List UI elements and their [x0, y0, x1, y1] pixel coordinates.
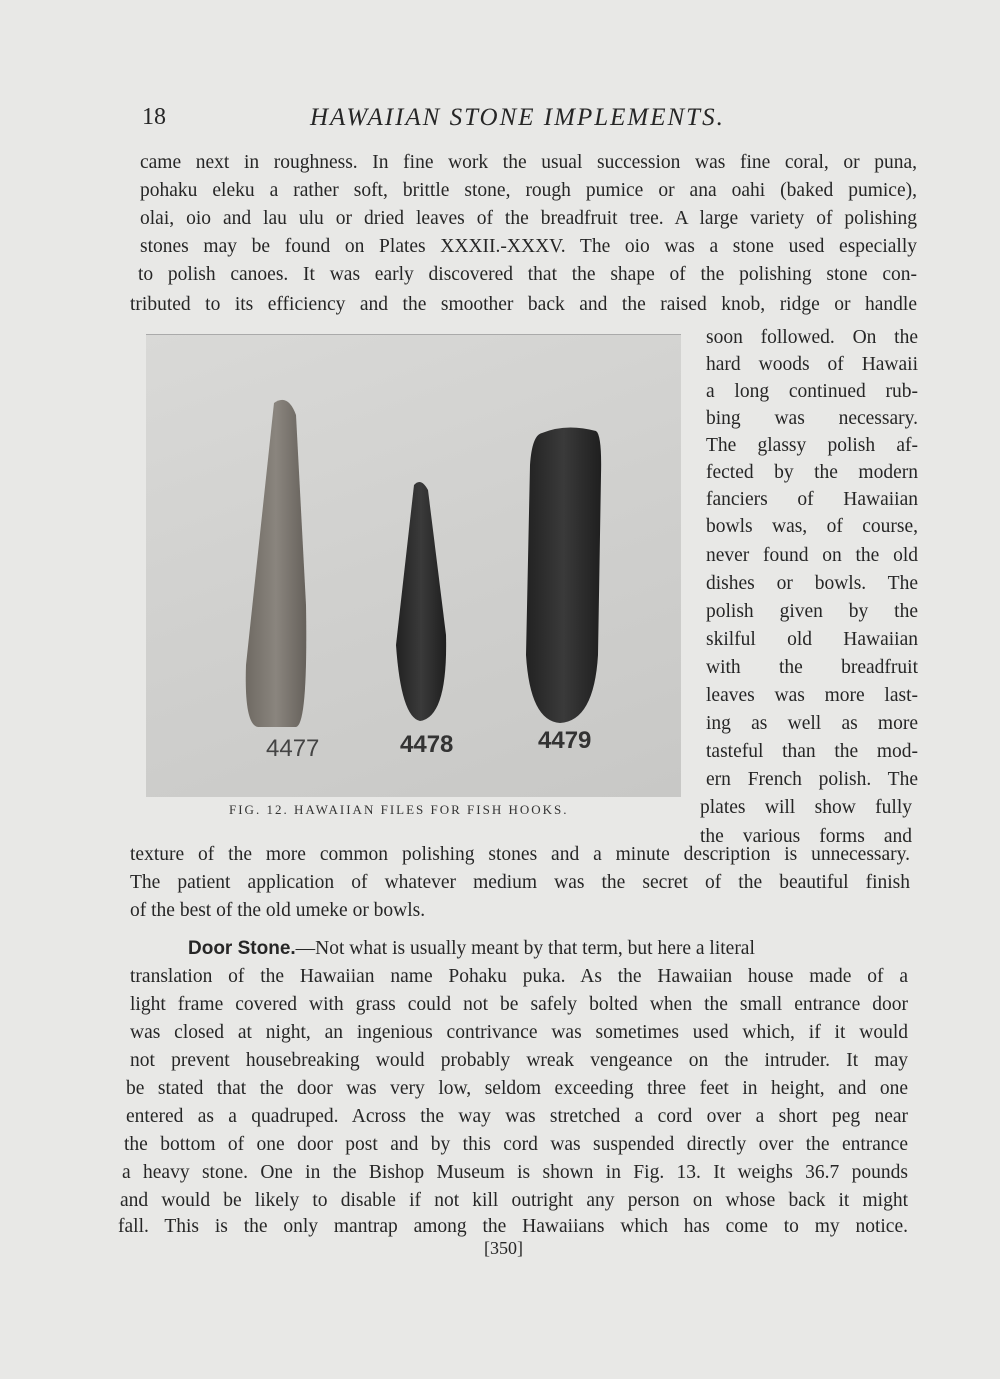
- text-line: dishes or bowls. The: [706, 573, 918, 594]
- text-line: bowls was, of course,: [706, 516, 918, 537]
- page-header: [0, 104, 1000, 144]
- text-line: stones may be found on Plates XXXII.-XXXV. The oio was a stone used especially: [140, 236, 917, 257]
- text-line: ern French polish. The: [706, 769, 918, 790]
- text-line: The glassy polish af-: [706, 435, 918, 456]
- text-line: translation of the Hawaiian name Pohaku puka. As the Hawaiian house made of a: [130, 966, 908, 987]
- text-line: soon followed. On the: [706, 327, 918, 348]
- text-line: be stated that the door was very low, seldom exceeding three feet in height, and one: [126, 1078, 908, 1099]
- specimen-label-4477: 4477: [266, 735, 320, 762]
- page-number: 18: [142, 104, 166, 130]
- text-line: polish given by the: [706, 601, 918, 622]
- running-title: HAWAIIAN STONE IMPLEMENTS.: [310, 104, 725, 131]
- text-line: ing as well as more: [706, 713, 918, 734]
- stone-file-4477: [246, 400, 307, 727]
- figure-12-photo: [146, 334, 681, 797]
- text-line: came next in roughness. In fine work the usual succession was fine coral, or puna,: [140, 152, 917, 173]
- text-line: fanciers of Hawaiian: [706, 489, 918, 510]
- text-line: and would be likely to disable if not kill outright any person on whose back it might: [120, 1190, 908, 1211]
- text-line: plates will show fully: [700, 797, 912, 818]
- text-line: not prevent housebreaking would probably wreak vengeance on the intruder. It may: [130, 1050, 908, 1071]
- text-line: of the best of the old umeke or bowls.: [130, 900, 426, 921]
- stone-files-illustration: [146, 335, 681, 797]
- text-line: olai, oio and lau ulu or dried leaves of the breadfruit tree. A large variety of polishing: [140, 208, 917, 229]
- door-stone-first-line: [188, 936, 908, 962]
- specimen-label-4478: 4478: [400, 731, 454, 758]
- text-line: —Not what is usually meant by that term, but here a literal: [295, 938, 755, 959]
- text-line: The patient application of whatever medium was the secret of the beautiful finish: [130, 872, 910, 893]
- text-line: the bottom of one door post and by this cord was suspended directly over the entrance: [124, 1134, 908, 1155]
- text-line: fected by the modern: [706, 462, 918, 483]
- specimen-label-4479: 4479: [538, 727, 592, 754]
- text-line: skilful old Hawaiian: [706, 629, 918, 650]
- section-heading: Door Stone.: [188, 938, 296, 959]
- text-line: bing was necessary.: [706, 408, 918, 429]
- text-line: the various forms and: [700, 826, 912, 847]
- figure-caption: FIG. 12. HAWAIIAN FILES FOR FISH HOOKS.: [229, 802, 569, 817]
- text-line: never found on the old: [706, 545, 918, 566]
- text-line: tributed to its efficiency and the smoother back and the raised knob, ridge or handle: [130, 294, 917, 315]
- text-line: was closed at night, an ingenious contrivance was sometimes used which, if it would: [130, 1022, 908, 1043]
- text-line: tasteful than the mod-: [706, 741, 918, 762]
- stone-file-4478: [396, 482, 446, 721]
- text-line: leaves was more last-: [706, 685, 918, 706]
- text-line: with the breadfruit: [706, 657, 918, 678]
- text-line: pohaku eleku a rather soft, brittle stone, rough pumice or ana oahi (baked pumice),: [140, 180, 917, 201]
- text-line: fall. This is the only mantrap among the Hawaiians which has come to my notice.: [118, 1216, 908, 1237]
- text-line: a long continued rub-: [706, 381, 918, 402]
- text-line: entered as a quadruped. Across the way was stretched a cord over a short peg near: [126, 1106, 908, 1127]
- text-line: texture of the more common polishing stones and a minute description is unnecessary.: [130, 844, 910, 865]
- folio-number: [350]: [484, 1238, 523, 1258]
- text-line: hard woods of Hawaii: [706, 354, 918, 375]
- text-line: a heavy stone. One in the Bishop Museum is shown in Fig. 13. It weighs 36.7 pounds: [122, 1162, 908, 1183]
- text-line: light frame covered with grass could not be safely bolted when the small entrance door: [130, 994, 908, 1015]
- stone-file-4479: [526, 427, 601, 723]
- text-line: to polish canoes. It was early discovered that the shape of the polishing stone con-: [138, 264, 917, 285]
